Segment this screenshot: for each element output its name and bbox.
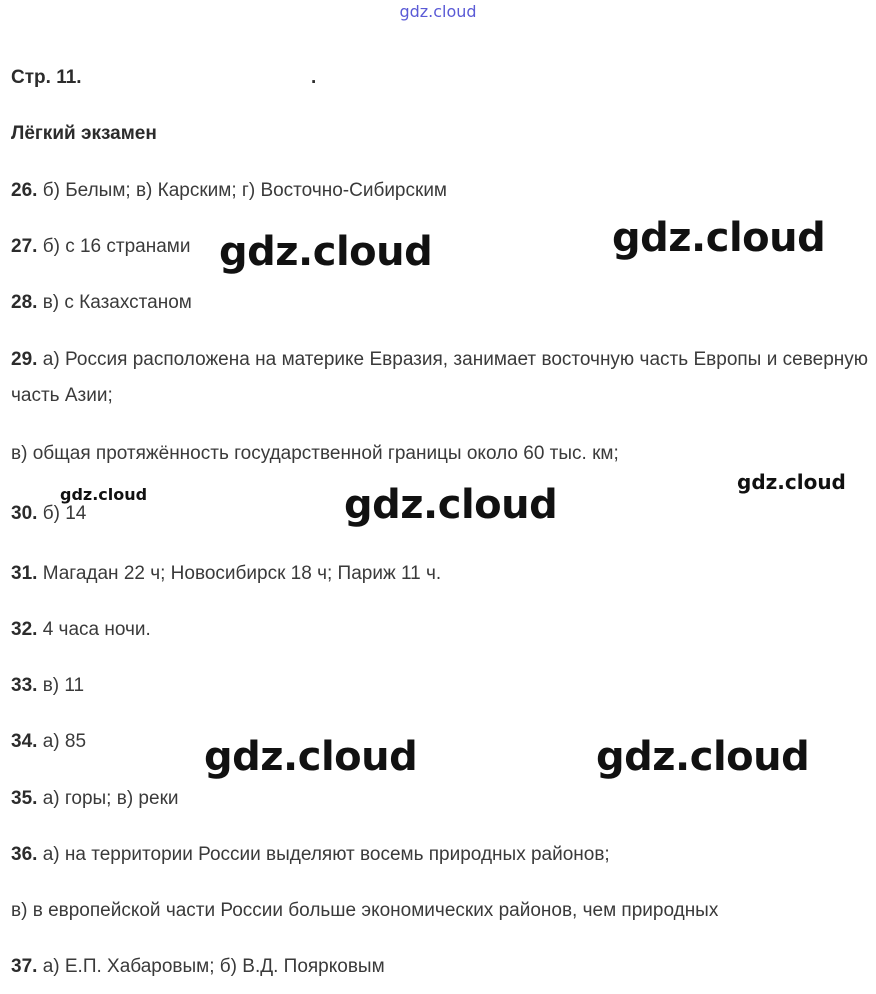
answer-28 bbox=[11, 284, 868, 322]
answer-32 bbox=[11, 611, 868, 649]
answer-36-continuation bbox=[11, 892, 868, 930]
answer-number: 37. bbox=[11, 956, 38, 977]
answer-text: в) в европейской части России больше экономических районов, чем природных bbox=[11, 900, 719, 921]
answer-36 bbox=[11, 836, 868, 874]
answer-number: 26. bbox=[11, 180, 38, 201]
answer-text: в) с Казахстаном bbox=[37, 292, 192, 313]
answer-33 bbox=[11, 667, 868, 705]
answer-number: 35. bbox=[11, 788, 38, 809]
watermark: gdz.cloud bbox=[219, 229, 433, 275]
answer-31 bbox=[11, 555, 868, 593]
answer-number: 33. bbox=[11, 675, 38, 696]
answer-29 bbox=[11, 342, 868, 414]
answer-29-continuation bbox=[11, 435, 868, 473]
answer-text: б) 14 bbox=[37, 503, 87, 524]
answer-text: а) 85 bbox=[37, 731, 87, 752]
answer-text: а) горы; в) реки bbox=[37, 788, 179, 809]
answer-text: а) Е.П. Хабаровым; б) В.Д. Поярковым bbox=[37, 956, 385, 977]
answer-number: 36. bbox=[11, 844, 38, 865]
watermark: gdz.cloud bbox=[344, 482, 558, 528]
page-reference-dot: . bbox=[311, 67, 317, 88]
answer-number: 27. bbox=[11, 236, 38, 257]
watermark: gdz.cloud bbox=[737, 470, 846, 494]
watermark: gdz.cloud bbox=[204, 734, 418, 780]
answer-37 bbox=[11, 948, 868, 986]
answer-number: 34. bbox=[11, 731, 38, 752]
answer-text: б) с 16 странами bbox=[37, 236, 191, 257]
answer-number: 30. bbox=[11, 503, 38, 524]
answer-text: 4 часа ночи. bbox=[37, 619, 151, 640]
section-title: Лёгкий экзамен bbox=[11, 123, 157, 144]
answer-text: а) Россия расположена на материке Евразия, занимает восточную часть Европы и северную часть Азии; bbox=[11, 349, 868, 406]
answer-text: в) общая протяжённость государственной границы около 60 тыс. км; bbox=[11, 443, 619, 464]
answer-26 bbox=[11, 172, 868, 210]
answer-text: а) на территории России выделяют восемь природных районов; bbox=[37, 844, 610, 865]
answer-number: 29. bbox=[11, 349, 38, 370]
answer-number: 32. bbox=[11, 619, 38, 640]
page-reference-label: Стр. 11. bbox=[11, 67, 82, 88]
answer-35 bbox=[11, 780, 868, 818]
answer-number: 28. bbox=[11, 292, 38, 313]
watermark: gdz.cloud bbox=[60, 485, 148, 504]
watermark: gdz.cloud bbox=[612, 215, 826, 261]
answer-number: 31. bbox=[11, 563, 38, 584]
page-reference bbox=[11, 59, 868, 97]
answer-text: Магадан 22 ч; Новосибирск 18 ч; Париж 11 ч. bbox=[37, 563, 442, 584]
answer-text: в) 11 bbox=[37, 675, 85, 696]
answer-text: б) Белым; в) Карским; г) Восточно-Сибирским bbox=[37, 180, 447, 201]
header-watermark: gdz.cloud bbox=[399, 2, 477, 21]
watermark: gdz.cloud bbox=[596, 734, 810, 780]
